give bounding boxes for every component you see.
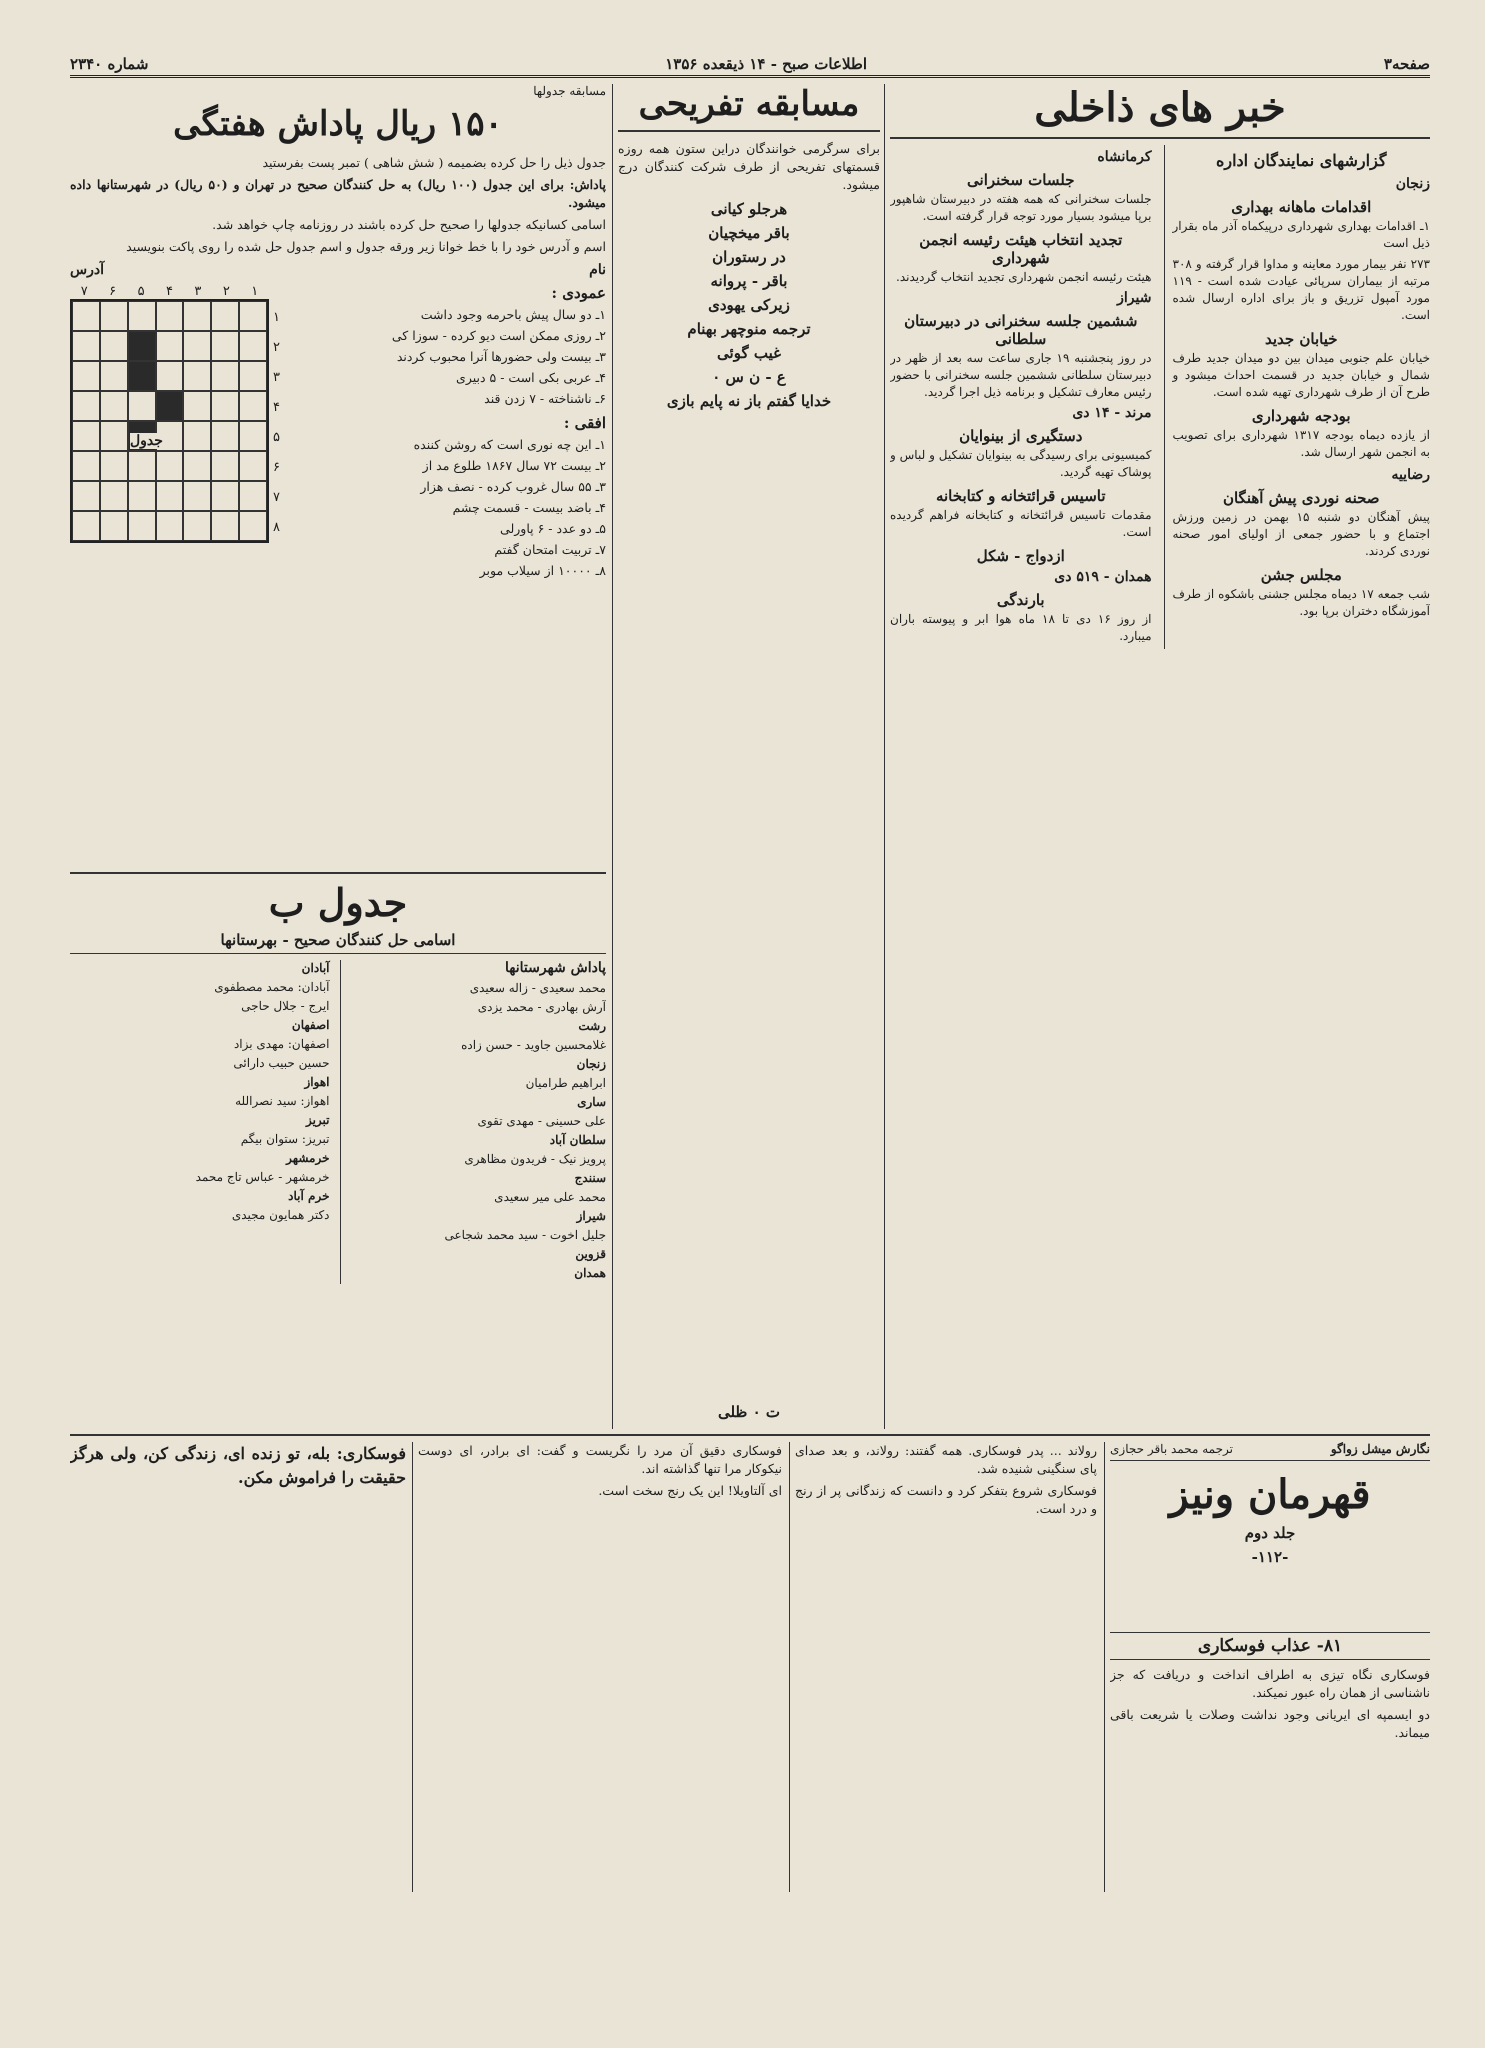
city-name: آبادان — [301, 961, 330, 975]
kermanshah-headline-1: جلسات سخنرانی — [967, 171, 1075, 189]
header-center: اطلاعات صبح - ۱۴ ذیقعده ۱۳۵۶ — [665, 54, 868, 73]
contest-head-3: باقر - پروانه — [710, 272, 788, 290]
cell[interactable] — [156, 511, 184, 541]
city-marand: مرند - ۱۴ دی — [1072, 405, 1152, 421]
cell[interactable] — [100, 391, 128, 421]
prize-label: مسابقه جدولها — [533, 84, 606, 98]
cell[interactable] — [239, 391, 267, 421]
col-number: ۷ — [80, 284, 88, 299]
story-header — [1110, 1442, 1430, 1622]
divider-story-1 — [1104, 1442, 1105, 1892]
story-col-3 — [418, 1442, 782, 1892]
city-name: زنجان — [576, 1057, 606, 1071]
prize-section — [70, 84, 606, 864]
row-number: ۸ — [273, 519, 280, 535]
story-col-1 — [1110, 1626, 1430, 1896]
divider-story-2 — [789, 1442, 790, 1892]
contest-title: مسابقه تفریحی — [618, 84, 880, 132]
horizontal-label: افقی : — [563, 414, 606, 432]
vertical-clue: ۳ـ بیست ولی حضورها آنرا محبوب کردند — [396, 349, 606, 364]
story-text-6: فوسکاری: بله، تو زنده ای، زندگی کن، ولی هرگز حقیقت را فراموش مکن. — [70, 1444, 406, 1487]
row-number: ۱ — [273, 309, 280, 325]
kermanshah-headline-2: تجدید انتخاب هیئت رئیسه انجمن شهرداری — [919, 231, 1123, 267]
city-name: تبریز — [305, 1113, 330, 1127]
barandegi-headline: بارندگی — [996, 591, 1045, 609]
news-col-left — [890, 145, 1152, 649]
city-name: اهواز — [304, 1075, 330, 1089]
cell[interactable] — [72, 361, 100, 391]
grid-title: جدول — [130, 433, 163, 449]
khiaban-headline: خیابان جدید — [1264, 330, 1338, 348]
cell[interactable] — [72, 301, 100, 331]
contest-footer: ت ۰ ظلی — [717, 1403, 781, 1421]
horizontal-clue: ۴ـ باضد بیست - قسمت چشم — [452, 500, 606, 515]
city-rezaieh: رضاییه — [1391, 467, 1430, 483]
issue-number: شماره ۲۳۴۰ — [70, 54, 149, 73]
column-numbers — [70, 284, 269, 299]
cell[interactable] — [72, 451, 100, 481]
page-header — [70, 52, 1430, 78]
col-number: ۲ — [222, 284, 230, 299]
story-col-2 — [795, 1442, 1097, 1892]
row-number: ۴ — [273, 399, 280, 415]
city-name: ساری — [577, 1095, 606, 1109]
budget-headline: بودجه شهرداری — [1251, 407, 1351, 425]
city-zanjan: زنجان — [1395, 176, 1430, 192]
black-cell — [128, 361, 156, 391]
cell[interactable] — [100, 421, 128, 451]
news-title: خبر های ذاخلی — [890, 84, 1430, 139]
story-author: نگارش میشل زواگو — [1330, 1442, 1430, 1456]
horizontal-clue: ۷ـ تربیت امتحان گفتم — [494, 542, 606, 557]
story-chapter: ۸۱- عذاب فوسکاری — [1110, 1632, 1430, 1660]
cell[interactable] — [128, 481, 156, 511]
story-text-4: فوسکاری شروع بتفکر کرد و دانست که زندگانی پر از رنج و درد است. — [795, 1483, 1097, 1516]
solver-name: ایرج - جلال حاجی — [241, 999, 330, 1013]
shiraz-headline-1: ششمین جلسه سخنرانی در دبیرستان سلطانی — [904, 312, 1138, 348]
story-text-7: دو ایسمپه ای ایریانی وجود نداشت وصلات یا شریعت باقی میماند. — [1110, 1707, 1430, 1740]
divider-news — [884, 84, 885, 1429]
prize-title: ۱۵۰ ریال پاداش هفتگی — [173, 104, 503, 144]
cell[interactable] — [211, 511, 239, 541]
solver-name: آرش بهادری - محمد یزدی — [477, 1000, 606, 1014]
cell[interactable] — [211, 391, 239, 421]
marand-headline-1: دستگیری از بینوایان — [959, 427, 1083, 445]
row-number: ۵ — [273, 429, 280, 445]
city-kermanshah: کرمانشاه — [1097, 149, 1152, 165]
divider-bottom — [70, 1434, 1430, 1436]
name-label: نام — [589, 262, 606, 278]
solvers-col-left — [70, 960, 330, 1284]
ezdevaj-headline: ازدواج - شکل — [976, 547, 1065, 565]
majles-headline: مجلس جشن — [1260, 566, 1342, 584]
contest-head-4b: غیب گوئی — [717, 344, 781, 362]
story-text-2: فوسکاری دقیق آن مرد را نگریست و گفت: ای برادر، ای دوست نیکوکار مرا تنها گذاشته اند. — [418, 1443, 782, 1476]
solver-name: محمد علی میر سعیدی — [494, 1190, 606, 1204]
zanjan-text-2: ۲۷۳ نفر بیمار مورد معاینه و مداوا قرار گرفته و ۳۰۸ مرتبه از بیماران سرپائی عیادت شده است - ۱۱۹ مورد آمپول تزریق و باز برای اداره ارسال شده است. — [1172, 257, 1430, 322]
crossword-block — [70, 284, 280, 583]
contest-head-2b: در رستوران — [712, 248, 786, 266]
concert-headline: صحنه نوردی پیش آهنگان — [1222, 489, 1380, 507]
cell[interactable] — [128, 391, 156, 421]
col-number: ۱ — [251, 284, 259, 299]
city-name: سنندج — [574, 1171, 606, 1185]
marand-headline-2: تاسیس قرائتخانه و کتابخانه — [935, 487, 1106, 505]
solver-name: اهواز: سید نصرالله — [235, 1094, 330, 1108]
contest-head-4: ترجمه منوچهر بهنام — [687, 320, 811, 338]
row-number: ۲ — [273, 339, 280, 355]
marand-text-2: مقدمات تاسیس قرائتخانه و کتابخانه فراهم گردیده است. — [890, 508, 1152, 539]
col-number: ۴ — [165, 284, 173, 299]
row-number: ۷ — [273, 489, 280, 505]
divider-contest — [612, 84, 613, 1429]
row-number: ۶ — [273, 459, 280, 475]
marand-text-1: کمیسیونی برای رسیدگی به بینوایان تشکیل و لباس و پوشاک تهیه گردید. — [890, 448, 1152, 479]
horizontal-clue: ۳ـ ۵۵ سال غروب کرده - نصف هزار — [420, 479, 606, 494]
cell[interactable] — [239, 361, 267, 391]
cell[interactable] — [156, 361, 184, 391]
prize-text-2: پاداش: برای این جدول (۱۰۰ ریال) به حل کنندگان صحیح در تهران و (۵۰ ریال) در شهرستانها داده میشود. — [70, 177, 606, 210]
barandegi-text: از روز ۱۶ دی تا ۱۸ ماه هوا ابر و پیوسته باران میبارد. — [890, 612, 1152, 643]
vertical-clue: ۱ـ دو سال پیش باحرمه وجود داشت — [420, 307, 606, 322]
cell[interactable] — [72, 391, 100, 421]
cell[interactable] — [128, 301, 156, 331]
city-name: خرمشهر — [286, 1151, 330, 1165]
cell[interactable] — [128, 451, 156, 481]
city-name: شیراز — [576, 1209, 606, 1223]
cell[interactable] — [156, 481, 184, 511]
cell[interactable] — [239, 511, 267, 541]
contest-head-5: ع - ن س ۰ — [712, 368, 786, 386]
contest-intro: برای سرگرمی خوانندگان دراین ستون همه روزه قسمتهای تفریحی از طرف شرکت کنندگان درج میشود. — [618, 141, 880, 192]
black-cell — [156, 391, 184, 421]
shiraz-text-1: در روز پنجشنبه ۱۹ جاری ساعت سه بعد از ظهر در دبیرستان سلطانی ششمین جلسه سخنرانی با حضور رئیس معارف تشکیل و برنامه ذیل اجرا گردید. — [890, 351, 1152, 399]
col-number: ۳ — [194, 284, 202, 299]
row-number: ۳ — [273, 369, 280, 385]
cell[interactable] — [183, 331, 211, 361]
city-hamedan: همدان - ۵۱۹ دی — [1054, 569, 1152, 585]
cell[interactable] — [239, 421, 267, 451]
cell[interactable] — [100, 481, 128, 511]
city-shiraz: شیراز — [1117, 290, 1152, 306]
crossword-grid — [70, 299, 269, 543]
divider-prize — [70, 872, 606, 874]
cell[interactable] — [183, 481, 211, 511]
page-label: صفحه۳ — [1383, 54, 1430, 73]
cell[interactable] — [128, 511, 156, 541]
city-name: خرم آباد — [288, 1189, 330, 1203]
prize-text-3: اسامی کسانیکه جدولها را صحیح حل کرده باشند در روزنامه چاپ خواهد شد. — [212, 217, 606, 232]
divider-story-3 — [412, 1442, 413, 1892]
horizontal-clue: ۲ـ بیست ۷۲ سال ۱۸۶۷ طلوع مد از — [422, 458, 606, 473]
solvers-subtitle: اسامی حل کنندگان صحیح - بهرستانها — [70, 931, 606, 954]
city-name: رشت — [578, 1019, 606, 1033]
cell[interactable] — [72, 421, 100, 451]
story-part: -۱۱۲- — [1251, 1548, 1289, 1566]
prize-text-1: جدول ذیل را حل کرده بضمیمه ( شش شاهی ) تمبر پست بفرستید — [262, 155, 606, 170]
news-section — [890, 84, 1430, 1429]
concert-text: پیش آهنگان دو شنبه ۱۵ بهمن در زمین ورزش اجتماع و با حضور جمعی از اولیای امور صحنه نوردی کردند. — [1172, 510, 1430, 558]
cell[interactable] — [100, 511, 128, 541]
solver-name: علی حسینی - مهدی تقوی — [477, 1114, 606, 1128]
city-name: اصفهان — [291, 1018, 330, 1032]
solver-name: محمد سعیدی - زاله سعیدی — [469, 981, 606, 995]
contest-section — [618, 84, 880, 1429]
cell[interactable] — [211, 331, 239, 361]
solver-name: حسین حبیب دارائی — [233, 1056, 330, 1070]
cell[interactable] — [239, 301, 267, 331]
cell[interactable] — [183, 391, 211, 421]
cell[interactable] — [211, 481, 239, 511]
prizes-heading: پاداش شهرستانها — [505, 960, 606, 976]
solver-name: پرویز نیک - فریدون مظاهری — [464, 1152, 606, 1166]
cell[interactable] — [183, 361, 211, 391]
solvers-col-right — [340, 960, 607, 1284]
cell[interactable] — [211, 301, 239, 331]
solver-name: جلیل اخوت - سید محمد شجاعی — [444, 1228, 606, 1242]
solver-name: آبادان: محمد مصطفوی — [214, 980, 330, 994]
kermanshah-text-2: هیئت رئیسه انجمن شهرداری تجدید انتخاب گردیدند. — [896, 270, 1152, 284]
story-text-3: رولاند ... پدر فوسکاری. همه گفتند: رولاند، و بعد صدای پای سنگینی شنیده شد. — [795, 1443, 1097, 1476]
col-number: ۵ — [137, 284, 145, 299]
cell[interactable] — [72, 511, 100, 541]
contest-head-2: باقر میخچیان — [708, 224, 790, 242]
cell[interactable] — [211, 421, 239, 451]
horizontal-clue: ۸ـ ۱۰۰۰۰ از سیلاب موبر — [479, 563, 606, 578]
vertical-label: عمودی : — [551, 284, 606, 302]
story-volume: جلد دوم — [1244, 1524, 1296, 1542]
cell[interactable] — [156, 451, 184, 481]
cell[interactable] — [183, 301, 211, 331]
cell[interactable] — [183, 511, 211, 541]
cell[interactable] — [72, 331, 100, 361]
horizontal-clue: ۱ـ این چه نوری است که روشن کننده — [413, 437, 606, 452]
city-name: قزوین — [575, 1247, 606, 1261]
cell[interactable] — [156, 301, 184, 331]
cell[interactable] — [72, 481, 100, 511]
cell[interactable] — [156, 331, 184, 361]
address-label: آدرس — [70, 262, 104, 278]
story-text-5: ای آلتاویلا! این یک رنج سخت است. — [598, 1483, 782, 1498]
vertical-clue: ۶ـ ناشناخته - ۷ زدن قند — [484, 391, 606, 406]
story-title: قهرمان ونیز — [1169, 1471, 1371, 1518]
khiaban-text: خیابان علم جنوبی میدان بین دو میدان جدید طرف شمال و خیابان جدید در قسمت احداث میشود و طرح آن از طرف شهرداری تهیه شده است. — [1172, 351, 1430, 399]
cell[interactable] — [100, 331, 128, 361]
cell[interactable] — [239, 451, 267, 481]
news-col-right — [1164, 145, 1431, 649]
contest-head-5b: خدایا گفتم باز نه پایم بازی — [666, 392, 832, 410]
solvers-section — [70, 880, 606, 1429]
cell[interactable] — [183, 421, 211, 451]
zanjan-text-1: ۱ـ اقدامات بهداری شهرداری درپیکماه آذر ماه بقرار ذیل است — [1172, 219, 1430, 250]
vertical-clue: ۴ـ عربی بکی است - ۵ دبیری — [456, 370, 606, 385]
majles-text: شب جمعه ۱۷ دیماه مجلس جشنی باشکوه از طرف آموزشگاه دختران برپا بود. — [1172, 587, 1430, 618]
solver-name: ابراهیم طرامیان — [525, 1076, 606, 1090]
row-numbers — [273, 284, 280, 542]
reports-heading: گزارشهای نمایندگان اداره — [1215, 151, 1387, 170]
contest-head-3b: زیرکی یهودی — [708, 296, 790, 314]
cell[interactable] — [211, 451, 239, 481]
cell[interactable] — [100, 301, 128, 331]
kermanshah-text-1: جلسات سخنرانی که همه هفته در دبیرستان شاهپور برپا میشود بسیار مورد توجه قرار گرفته است. — [890, 192, 1152, 223]
col-number: ۶ — [109, 284, 117, 299]
cell[interactable] — [211, 361, 239, 391]
cell[interactable] — [100, 361, 128, 391]
solver-name: خرمشهر - عباس تاج محمد — [195, 1170, 330, 1184]
cell[interactable] — [100, 451, 128, 481]
solver-name: تبریز: ستوان بیگم — [240, 1132, 330, 1146]
prize-text-4: اسم و آدرس خود را با خط خوانا زیر ورقه جدول و اسم جدول حل شده را روی پاکت بنویسید — [126, 239, 606, 254]
cell[interactable] — [183, 451, 211, 481]
solvers-title: جدول ب — [268, 880, 408, 925]
story-translator: ترجمه محمد باقر حجازی — [1110, 1442, 1233, 1456]
cell[interactable] — [239, 481, 267, 511]
story-col-4 — [70, 1442, 406, 1892]
city-name: همدان — [574, 1266, 606, 1280]
vertical-clue: ۲ـ روزی ممکن است دیو کرده - سوزا کی — [391, 328, 606, 343]
contest-head-1: هرجلو کیانی — [710, 200, 788, 218]
budget-text: از یازده دیماه بودجه ۱۳۱۷ شهرداری برای تصویب به انجمن شهر ارسال شد. — [1172, 428, 1430, 459]
cell[interactable] — [239, 331, 267, 361]
clues — [292, 284, 606, 583]
black-cell — [128, 331, 156, 361]
solver-name: غلامحسین جاوید - حسن زاده — [461, 1038, 606, 1052]
horizontal-clue: ۵ـ دو عدد - ۶ پاورلی — [500, 521, 606, 536]
zanjan-headline-1: اقدامات ماهانه بهداری — [1231, 198, 1372, 216]
solver-name: اصفهان: مهدی بزاد — [233, 1037, 330, 1051]
city-name: سلطان آباد — [549, 1133, 606, 1147]
story-text-1: فوسکاری نگاه تیزی به اطراف انداخت و دریافت که جز ناشناسی از همان راه عبور نمیکند. — [1110, 1667, 1430, 1700]
solver-name: دکتر همایون مجیدی — [231, 1208, 330, 1222]
